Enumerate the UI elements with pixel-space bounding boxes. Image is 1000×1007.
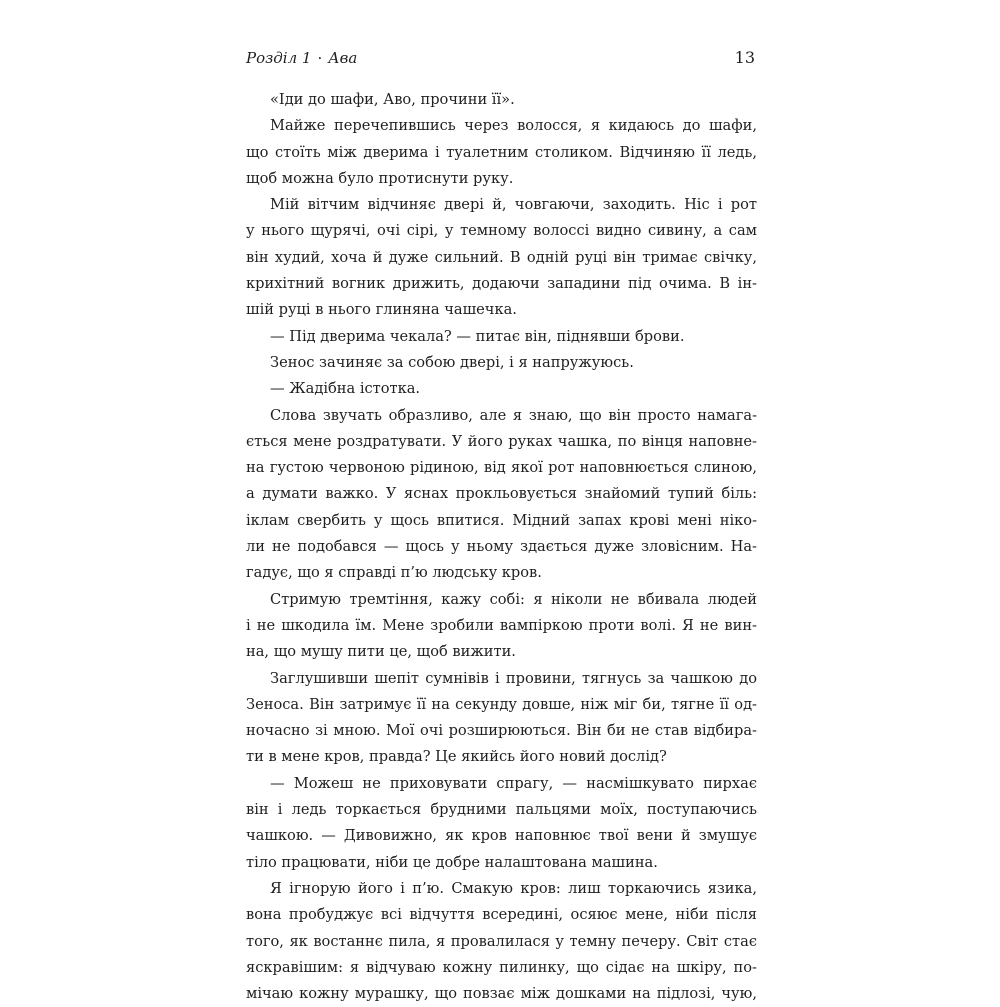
text-line: на густою червоною рідиною, від якої рот наповнюється слиною, xyxy=(246,459,757,477)
text-line: він худий, хоча й дуже сильний. В одній руці він тримає свічку, xyxy=(246,248,757,266)
text-line: Майже перечепившись через волосся, я кидаюсь до шафи, xyxy=(270,117,757,135)
running-head-separator: · xyxy=(317,49,323,67)
text-line: Мій вітчим відчиняє двері й, човгаючи, заходить. Ніс і рот xyxy=(270,196,757,214)
text-line: мічаю кожну мурашку, що повзає між дошками на підлозі, чую, xyxy=(246,985,757,1003)
text-line: вона пробуджує всі відчуття всередині, осяює мене, ніби після xyxy=(246,906,757,924)
text-line: Слова звучать образливо, але я знаю, що він просто намага- xyxy=(270,406,757,424)
text-line: того, як востаннє пила, я провалилася у темну печеру. Світ стає xyxy=(246,932,757,950)
text-line: Зеноса. Він затримує її на секунду довше, ніж міг би, тягне її од- xyxy=(246,695,757,713)
text-line: чашкою. — Дивовижно, як кров наповнює твої вени й змушує xyxy=(246,827,757,845)
text-line: Я ігнорую його і п’ю. Смакую кров: лиш торкаючись язика, xyxy=(270,879,757,897)
page-number: 13 xyxy=(734,48,755,67)
character-name: Ава xyxy=(328,49,358,67)
text-line: ночасно зі мною. Мої очі розширюються. Він би не став відбира- xyxy=(246,722,757,740)
text-line: іклам свербить у щось впитися. Мідний запах крові мені ніко- xyxy=(246,511,757,529)
text-line: — Можеш не приховувати спрагу, — насмішкувато пирхає xyxy=(270,774,757,792)
text-line: що стоїть між дверима і туалетним столиком. Відчиняю її ледь, xyxy=(246,143,757,161)
chapter-label: Розділ 1 xyxy=(246,49,312,67)
text-line: Заглушивши шепіт сумнівів і провини, тягнусь за чашкою до xyxy=(270,669,757,687)
text-line: а думати важко. У яснах прокльовується знайомий тупий біль: xyxy=(246,485,757,503)
text-line: і не шкодила їм. Мене зробили вампіркою проти волі. Я не вин- xyxy=(246,616,757,634)
text-line: шій руці в нього глиняна чашечка. xyxy=(246,301,517,319)
text-line: ти в мене кров, правда? Це якийсь його новий дослід? xyxy=(246,748,667,766)
text-line: на, що мушу пити це, щоб вижити. xyxy=(246,643,516,661)
text-line: яскравішим: я відчуваю кожну пилинку, що сідає на шкіру, по- xyxy=(246,958,757,976)
running-head-title xyxy=(246,46,357,70)
text-line: ли не подобався — щось у ньому здається дуже зловісним. На- xyxy=(246,538,757,556)
text-line: ється мене роздратувати. У його руках чашка, по вінця наповне- xyxy=(246,432,757,450)
text-line: — Жадібна істотка. xyxy=(270,380,421,398)
text-line: тіло працювати, ніби це добре налаштована машина. xyxy=(246,853,658,871)
text-line: щоб можна було протиснути руку. xyxy=(246,169,514,187)
body-text xyxy=(246,87,757,1007)
text-line: Зенос зачиняє за собою двері, і я напружуюсь. xyxy=(270,353,634,371)
running-head xyxy=(246,46,755,70)
text-line: він і ледь торкається брудними пальцями моїх, поступаючись xyxy=(246,801,757,819)
text-line: гадує, що я справді п’ю людську кров. xyxy=(246,564,542,582)
text-line: — Під дверима чекала? — питає він, піднявши брови. xyxy=(270,327,685,345)
text-line: у нього щурячі, очі сірі, у темному волоссі видно сивину, а сам xyxy=(246,222,757,240)
text-line: крихітний вогник дрижить, додаючи западини під очима. В ін- xyxy=(246,275,757,293)
text-line: «Іди до шафи, Аво, прочини її». xyxy=(270,91,515,108)
text-line: Стримую тремтіння, кажу собі: я ніколи не вбивала людей xyxy=(270,590,757,608)
